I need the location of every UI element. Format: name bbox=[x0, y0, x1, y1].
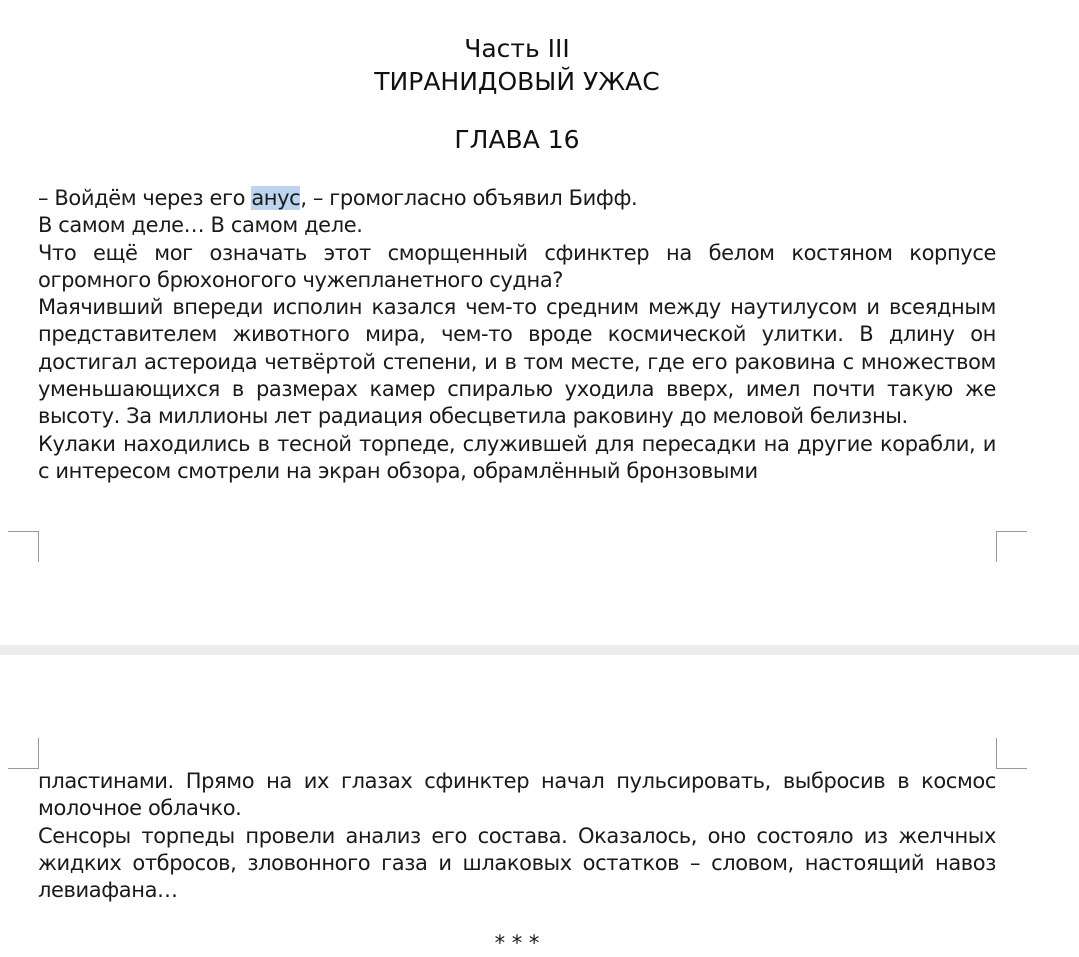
page-2-body[interactable] bbox=[38, 768, 996, 904]
margin-corner-marker bbox=[996, 531, 1027, 562]
part-title: ТИРАНИДОВЫЙ УЖАС bbox=[374, 67, 660, 96]
margin-corner-marker bbox=[8, 738, 39, 769]
paragraph[interactable]: Кулаки находились в тесной торпеде, служившей для пересадки на другие корабли, и с интересом смотрели на экран обзора, обрамлённый бронзовыми bbox=[38, 431, 996, 483]
page-break-gap bbox=[0, 645, 1079, 655]
margin-corner-marker bbox=[8, 531, 39, 562]
page-1-body[interactable] bbox=[38, 185, 996, 485]
paragraph[interactable]: В самом деле… В самом деле. bbox=[38, 213, 363, 238]
paragraph[interactable]: Что ещё мог означать этот сморщенный сфинктер на белом костяном корпусе огромного брюхоногого чужепланетного судна? bbox=[38, 240, 996, 292]
paragraph[interactable]: Маячивший впереди исполин казался чем-то средним между наутилусом и всеядным представителем животного мира, чем-то вроде космической улитки. В длину он достигал астероида четвёртой степени, и в том месте, где его раковина с множеством уменьшающихся в размерах камер спиралью уходила вверх, имел почти такую же высоту. За миллионы лет радиация обесцветила раковину до меловой белизны. bbox=[38, 295, 996, 429]
paragraph[interactable]: Сенсоры торпеды провели анализ его состава. Оказалось, оно состояло из желчных жидких отбросов, зловонного газа и шлаковых остатков – словом, настоящий навоз левиафана… bbox=[38, 823, 996, 903]
chapter-heading: ГЛАВА 16 bbox=[454, 125, 580, 154]
paragraph[interactable] bbox=[38, 185, 996, 212]
margin-corner-marker bbox=[996, 738, 1027, 769]
selected-text[interactable]: анус bbox=[251, 186, 301, 210]
part-heading: Часть III bbox=[464, 34, 570, 63]
text-run: – Войдём через его bbox=[38, 186, 252, 210]
paragraph[interactable]: пластинами. Прямо на их глазах сфинктер начал пульсировать, выбросив в космос молочное облачко. bbox=[38, 769, 996, 821]
text-run: , – громогласно объявил Бифф. bbox=[300, 186, 638, 210]
section-separator: * * * bbox=[494, 931, 540, 955]
